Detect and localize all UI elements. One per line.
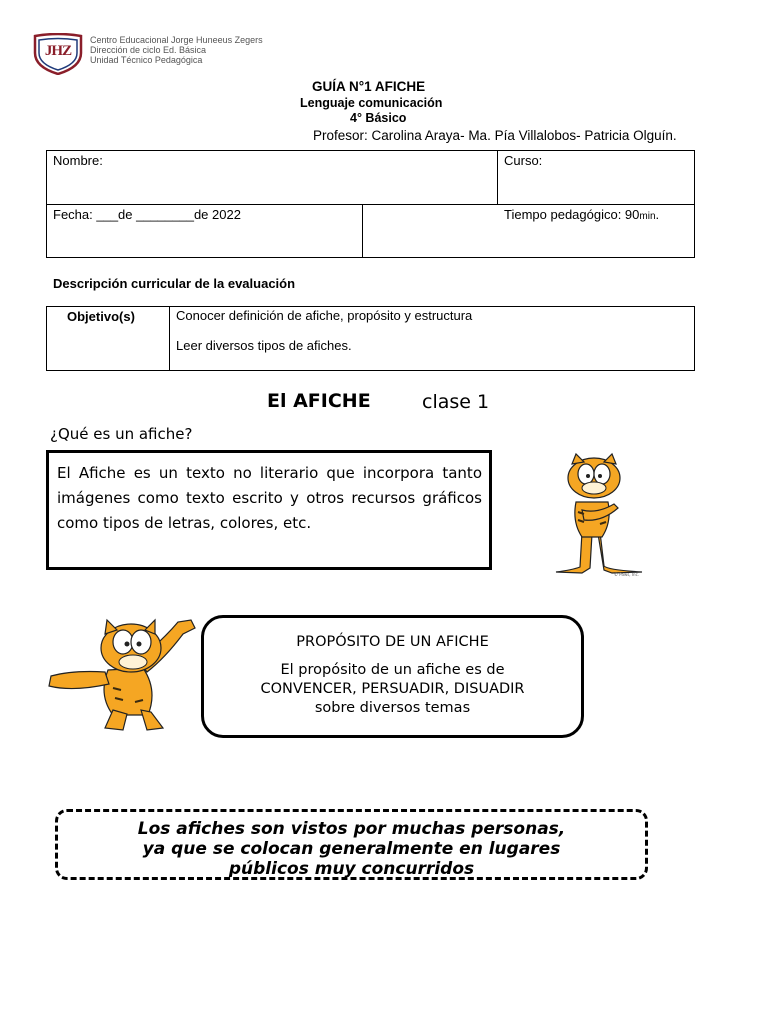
objective-label: Objetivo(s) bbox=[67, 309, 135, 324]
time-label: Tiempo pedagógico: 90 bbox=[504, 207, 640, 222]
objectives-divider bbox=[169, 307, 170, 370]
name-cell[interactable] bbox=[47, 151, 498, 205]
teachers-line: Profesor: Carolina Araya- Ma. Pía Villalobos- Patricia Olguín. bbox=[313, 128, 677, 143]
time-unit: min bbox=[639, 211, 656, 222]
svg-text:© Paws, Inc.: © Paws, Inc. bbox=[614, 572, 640, 577]
logo-text: JHZ bbox=[44, 43, 72, 59]
purpose-heading: PROPÓSITO DE UN AFICHE bbox=[296, 634, 489, 650]
garfield-standing-image bbox=[542, 452, 652, 577]
name-label: Nombre: bbox=[53, 153, 103, 168]
time-cell bbox=[498, 205, 695, 258]
note-line-2: ya que se colocan generalmente en lugares bbox=[142, 839, 561, 859]
direction-line: Dirección de ciclo Ed. Básica bbox=[90, 45, 207, 55]
purpose-line-3: sobre diversos temas bbox=[314, 700, 471, 716]
guide-title: GUÍA N°1 AFICHE bbox=[312, 79, 426, 94]
time-end: . bbox=[655, 207, 660, 222]
definition-text: El Afiche es un texto no literario que incorpora tanto imágenes como texto escrito y otros recursos gráficos como tipos de letras, colores, etc. bbox=[57, 464, 482, 532]
subject-title: Lenguaje comunicación bbox=[300, 96, 443, 110]
school-name: Centro Educacional Jorge Huneeus Zegers bbox=[90, 35, 263, 45]
note-box bbox=[55, 809, 648, 880]
date-cell[interactable] bbox=[47, 205, 498, 258]
objective-1: Conocer definición de afiche, propósito y estructura bbox=[176, 308, 473, 323]
course-label: Curso: bbox=[504, 153, 543, 168]
note-line-3: públicos muy concurridos bbox=[228, 859, 475, 879]
unit-line: Unidad Técnico Pedagógica bbox=[90, 55, 203, 65]
question-heading: ¿Qué es un afiche? bbox=[50, 425, 193, 443]
grade-title: 4° Básico bbox=[350, 111, 407, 125]
lesson-title: El AFICHE bbox=[267, 390, 371, 412]
date-divider bbox=[362, 204, 363, 258]
objectives-table bbox=[46, 306, 695, 371]
garfield-waving-image bbox=[43, 610, 198, 735]
purpose-line-2: CONVENCER, PERSUADIR, DISUADIR bbox=[260, 681, 525, 697]
purpose-line-1: El propósito de un afiche es de bbox=[280, 662, 505, 678]
curricular-heading: Descripción curricular de la evaluación bbox=[53, 276, 296, 291]
school-logo bbox=[32, 33, 84, 75]
note-line-1: Los afiches son vistos por muchas personas, bbox=[137, 819, 566, 839]
student-info-table bbox=[46, 150, 695, 258]
class-label: clase 1 bbox=[422, 391, 490, 413]
objective-2: Leer diversos tipos de afiches. bbox=[176, 338, 352, 353]
course-cell[interactable] bbox=[498, 151, 695, 205]
definition-box bbox=[46, 450, 492, 570]
date-label: Fecha: ___de ________de 2022 bbox=[53, 207, 241, 222]
date-divider-mask bbox=[497, 205, 499, 257]
purpose-box bbox=[201, 615, 584, 738]
